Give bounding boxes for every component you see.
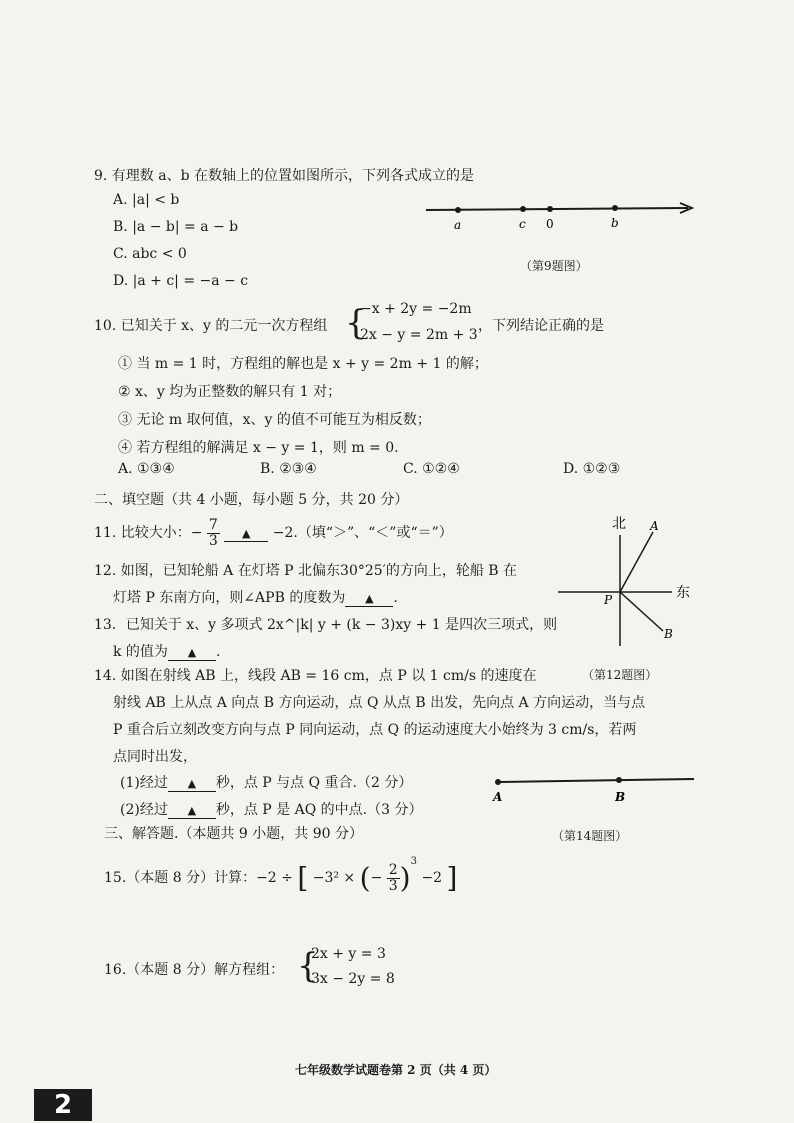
- section-2-heading: 二、填空题（共 4 小题，每小题 5 分，共 20 分）: [94, 492, 409, 508]
- q15-term1: −3² ×: [312, 870, 356, 886]
- q15-bracket-open: [: [297, 861, 309, 895]
- q14-caption: （第14题图）: [552, 829, 628, 843]
- q11-blank: ▲: [224, 525, 268, 542]
- q14-ray-figure: [488, 770, 698, 810]
- q14-sub1-pre: (1)经过: [120, 775, 168, 791]
- q10-option-b: B. ②③④: [260, 461, 317, 477]
- section-3-heading: 三、解答题.（本题共 9 小题，共 90 分）: [104, 826, 363, 842]
- q9-point-0: [547, 206, 553, 212]
- q11-post: −2.（填“＞”、“＜”或“＝”）: [272, 525, 453, 542]
- q11-line: [94, 518, 453, 548]
- q13-line1: 13．已知关于 x、y 多项式 2x^|k| y + (k − 3)xy + 1 是四次三项式，则: [94, 617, 558, 633]
- q15-pre: 15.（本题 8 分）计算：−2 ÷: [104, 870, 293, 886]
- q15-denominator: 3: [388, 877, 398, 894]
- q10-item-4: ④ 若方程组的解满足 x − y = 1，则 m = 0.: [118, 440, 399, 456]
- q10-item-1: ① 当 m = 1 时，方程组的解也是 x + y = 2m + 1 的解；: [118, 356, 488, 372]
- q14-label-b: B: [615, 790, 626, 804]
- q12-label-a: A: [650, 519, 659, 533]
- q12-caption: （第12题图）: [582, 668, 658, 682]
- q14-line3: P 重合后立刻改变方向与点 P 同向运动，点 Q 的运动速度大小始终为 3 cm/s，若两: [113, 722, 637, 738]
- q10-stem-pre: 10. 已知关于 x、y 的二元一次方程组: [94, 318, 328, 334]
- q9-option-b: B. |a − b| = a − b: [113, 219, 239, 235]
- q9-axis-line: [426, 208, 688, 210]
- q12-line2-pre: 灯塔 P 东南方向，则∠APB 的度数为: [113, 590, 346, 606]
- page-footer: 七年级数学试题卷第 2 页（共 4 页）: [295, 1063, 497, 1077]
- q13-line2-pre: k 的值为: [113, 644, 168, 660]
- q14-sub2: [120, 799, 422, 819]
- q16-brace: {: [297, 946, 319, 986]
- q14-sub1-blank: ▲: [168, 775, 216, 792]
- q15-exponent: 3: [410, 856, 417, 867]
- q11-pre: 11. 比较大小：−: [94, 525, 203, 542]
- q14-point-b: [616, 777, 622, 783]
- q14-point-a: [495, 779, 501, 785]
- q12-blank: ▲: [345, 590, 393, 607]
- q14-sub2-blank: ▲: [168, 802, 216, 819]
- q13-line2-post: .: [215, 644, 221, 660]
- q9-number-line: [420, 196, 700, 236]
- q12-line1: 12. 如图，已知轮船 A 在灯塔 P 北偏东30°25′的方向上，轮船 B 在: [94, 563, 518, 579]
- q11-fraction: [207, 518, 220, 548]
- q15-numerator: 2: [388, 861, 398, 878]
- q14-sub1-post: 秒，点 P 与点 Q 重合.（2 分）: [215, 775, 413, 791]
- q10-stem-post: ，下列结论正确的是: [478, 318, 604, 334]
- q9-label-b: b: [611, 216, 619, 230]
- q9-point-b: [612, 205, 618, 211]
- q9-point-a: [455, 207, 461, 213]
- q12-label-p: P: [604, 593, 613, 607]
- q12-label-north: 北: [612, 516, 626, 532]
- q15-tail: −2: [421, 870, 443, 886]
- q12-ray-pb: [620, 592, 663, 631]
- q12-ray-pa: [620, 532, 653, 592]
- q14-label-a: A: [493, 790, 503, 804]
- q15-paren-close: ): [399, 861, 411, 895]
- q15-neg: −: [370, 870, 383, 886]
- q10-item-2: ② x、y 均为正整数的解只有 1 对；: [118, 384, 342, 400]
- q10-eq2: 2x − y = 2m + 3: [360, 327, 478, 343]
- q9-label-a: a: [454, 218, 462, 232]
- q14-sub1: [120, 772, 412, 792]
- q16-pre: 16.（本题 8 分）解方程组：: [104, 962, 285, 978]
- q9-stem: 9. 有理数 a、b 在数轴上的位置如图所示，下列各式成立的是: [94, 168, 475, 184]
- q15-line: [104, 856, 457, 895]
- q9-option-c: C. abc < 0: [113, 246, 187, 262]
- q16-eq2: 3x − 2y = 8: [311, 971, 395, 987]
- q13-line2: [113, 641, 220, 661]
- q9-option-d: D. |a + c| = −a − c: [113, 273, 249, 289]
- q10-item-3: ③ 无论 m 取何值，x、y 的值不可能互为相反数；: [118, 412, 431, 428]
- q12-figure: [550, 510, 710, 650]
- q10-option-a: A. ①③④: [118, 461, 175, 477]
- q13-blank: ▲: [168, 644, 216, 661]
- q14-sub2-pre: (2)经过: [120, 802, 168, 818]
- q9-label-0: 0: [546, 217, 554, 231]
- q12-line2-post: .: [393, 590, 398, 606]
- q12-label-b: B: [664, 627, 673, 641]
- q9-caption: （第9题图）: [520, 259, 588, 273]
- page-number-badge: 2: [34, 1089, 92, 1121]
- q14-line2: 射线 AB 上从点 A 向点 B 方向运动，点 Q 从点 B 出发，先向点 A 方向运动，当与点: [113, 695, 646, 711]
- q9-label-c: c: [519, 217, 526, 231]
- q14-line4: 点同时出发，: [113, 749, 197, 765]
- q12-line2: [113, 587, 398, 607]
- q14-line1: 14. 如图在射线 AB 上，线段 AB = 16 cm，点 P 以 1 cm/s 的速度在: [94, 668, 537, 684]
- q9-option-a: A. |a| < b: [113, 192, 180, 208]
- q14-sub2-post: 秒，点 P 是 AQ 的中点.（3 分）: [215, 802, 423, 818]
- q12-label-east: 东: [676, 585, 690, 601]
- q15-fraction: [387, 863, 400, 893]
- q10-brace: {: [345, 303, 367, 343]
- q11-numerator: 7: [208, 517, 218, 533]
- q15-bracket-close: ]: [446, 861, 458, 895]
- q10-eq1: −x + 2y = −2m: [360, 301, 472, 317]
- q16-eq1: 2x + y = 3: [311, 946, 386, 962]
- q15-paren-open: (: [359, 861, 371, 895]
- q9-point-c: [520, 206, 526, 212]
- q10-option-d: D. ①②③: [563, 461, 621, 477]
- q10-option-c: C. ①②④: [403, 461, 460, 477]
- q11-denominator: 3: [208, 532, 218, 549]
- q14-ray-line: [498, 779, 694, 782]
